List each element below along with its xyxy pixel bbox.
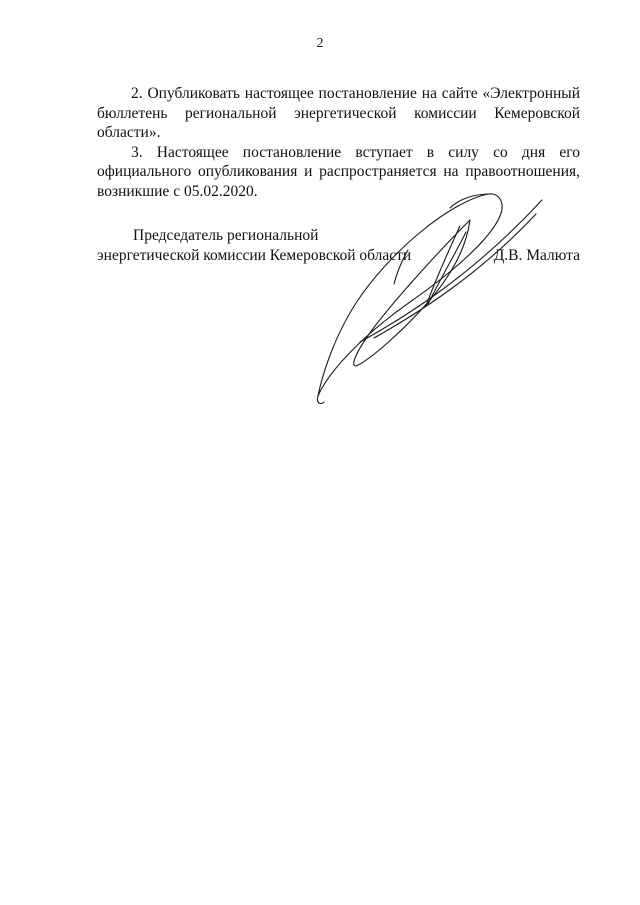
page-number: 2 <box>316 36 324 51</box>
handwritten-signature-icon <box>300 180 560 410</box>
signatory-title-line-1: Председатель региональной <box>133 227 319 244</box>
signatory-title-line-2: энергетической комиссии Кемеровской области <box>97 246 412 264</box>
paragraph-effective-date: 3. Настоящее постановление вступает в силу со дня его официального опубликования и распространяется на правоотношения, возникшие с 05.02.2020. <box>97 143 580 200</box>
paragraph-publish: 2. Опубликовать настоящее постановление на сайте «Электронный бюллетень региональной энергетической комиссии Кемеровской области». <box>97 85 580 141</box>
signatory-name: Д.В. Малюта <box>493 246 580 264</box>
